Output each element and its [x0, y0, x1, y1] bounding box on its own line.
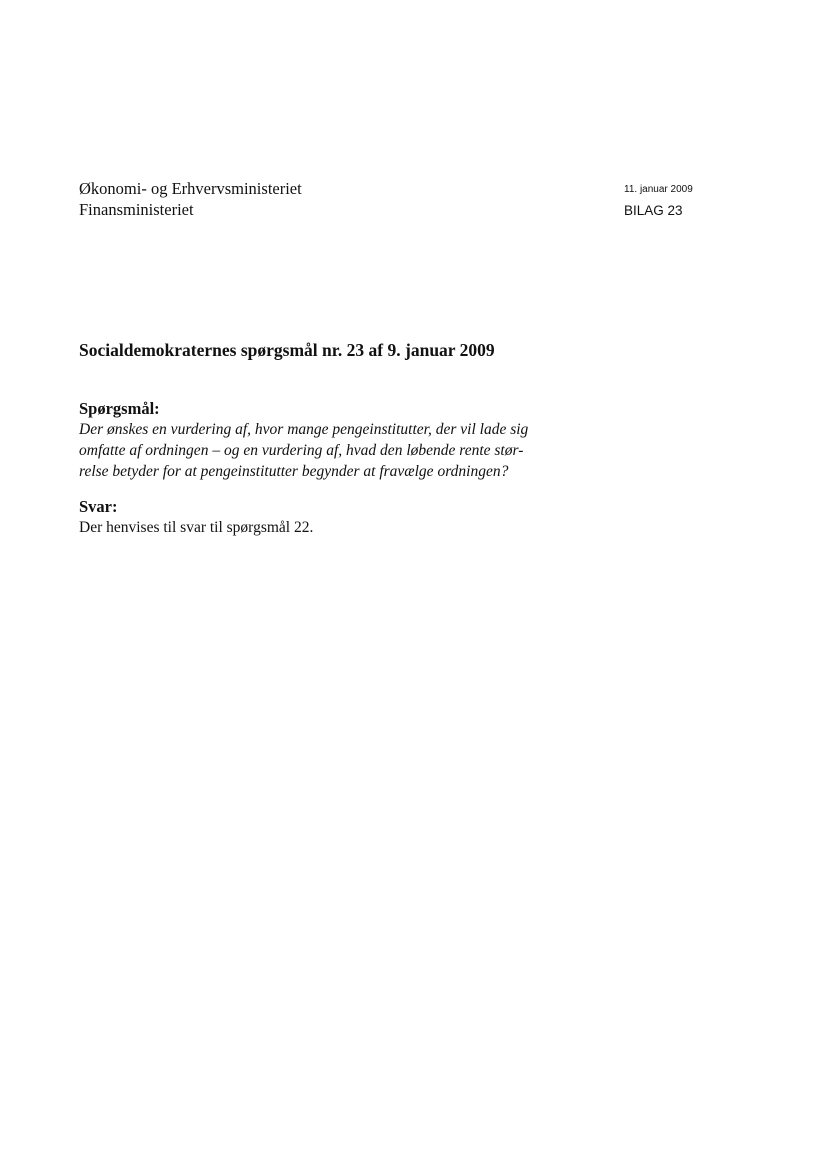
sender-block: [79, 178, 302, 220]
question-line: omfatte af ordningen – og en vurdering af, hvad den løbende rente stør-: [79, 442, 524, 459]
bilag-number: BILAG 23: [624, 203, 683, 218]
question-text: [79, 419, 589, 482]
document-title: Socialdemokraternes spørgsmål nr. 23 af 9. januar 2009: [79, 340, 495, 360]
document-meta: [624, 183, 693, 221]
question-heading: Spørgsmål:: [79, 399, 160, 418]
document-date: 11. januar 2009: [624, 184, 693, 195]
question-line: relse betyder for at pengeinstitutter begynder at fravælge ordningen?: [79, 463, 509, 480]
answer-heading: Svar:: [79, 497, 118, 516]
sender-ministry-2: Finansministeriet: [79, 200, 194, 219]
answer-text: Der henvises til svar til spørgsmål 22.: [79, 519, 314, 536]
question-line: Der ønskes en vurdering af, hvor mange pengeinstitutter, der vil lade sig: [79, 421, 529, 438]
sender-ministry-1: Økonomi- og Erhvervsministeriet: [79, 179, 302, 198]
answer-section: [79, 496, 589, 538]
question-section: [79, 398, 589, 482]
